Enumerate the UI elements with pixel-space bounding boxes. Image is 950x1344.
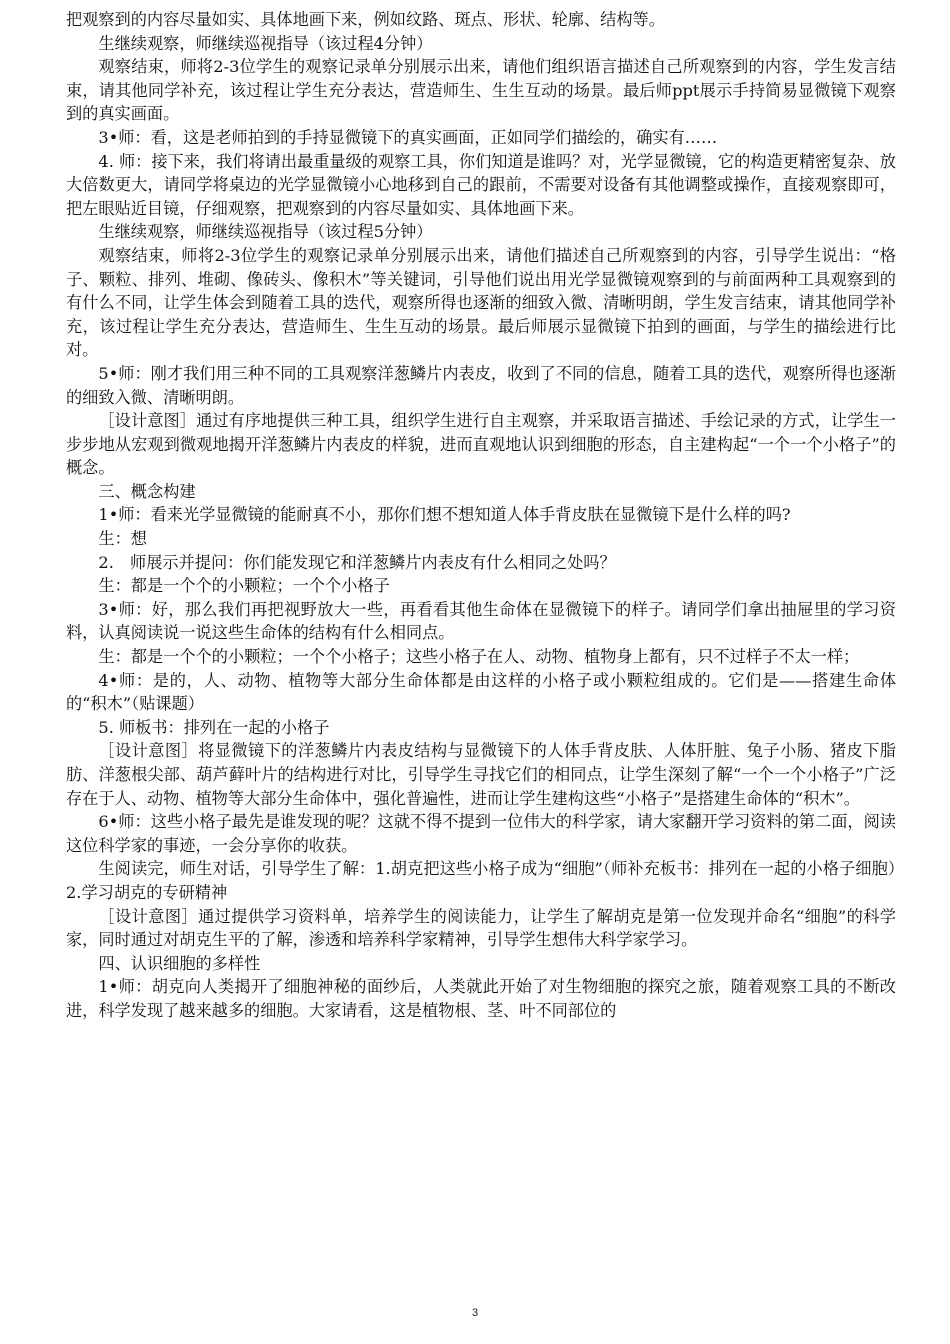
paragraph: ［设计意图］通过有序地提供三种工具，组织学生进行自主观察，并采取语言描述、手绘记录的方式，让学生一步步地从宏观到微观地揭开洋葱鳞片内表皮的样貌，进而直观地认识到细胞的形态，自主建构起“一个一个小格子”的概念。 bbox=[66, 411, 896, 478]
paragraph: 生：想 bbox=[98, 529, 147, 549]
paragraph: ［设计意图］将显微镜下的洋葱鳞片内表皮结构与显微镜下的人体手背皮肤、人体肝脏、兔子小肠、猪皮下脂肪、洋葱根尖部、葫芦藓叶片的结构进行对比，引导学生寻找它们的相同点，让学生深刻了解“一个一个小格子”广泛存在于人、动物、植物等大部分生命体中，强化普遍性，进而让学生建构这些“小格子”是搭建生命体的“积木”。 bbox=[66, 741, 896, 808]
paragraph: 生：都是一个个的小颗粒；一个个小格子；这些小格子在人、动物、植物身上都有，只不过样子不太一样； bbox=[98, 647, 860, 667]
paragraph: 生继续观察，师继续巡视指导（该过程5分钟） bbox=[98, 222, 433, 242]
paragraph: 1•师：看来光学显微镜的能耐真不小，那你们想不想知道人体手背皮肤在显微镜下是什么样的吗? bbox=[98, 505, 791, 525]
paragraph: 生阅读完，师生对话，引导学生了解：1.胡克把这些小格子成为“细胞”（师补充板书：排列在一起的小格子细胞）2.学习胡克的专研精神 bbox=[66, 859, 896, 902]
paragraph: 3•师：看，这是老师拍到的手持显微镜下的真实画面，正如同学们描绘的，确实有…… bbox=[98, 127, 718, 147]
paragraph: 6•师：这些小格子最先是谁发现的呢？这就不得不提到一位伟大的科学家，请大家翻开学习资料的第二面，阅读这位科学家的事迹，一会分享你的收获。 bbox=[66, 812, 896, 855]
page-number: 3 bbox=[471, 1307, 479, 1319]
paragraph: 2. 师展示并提问：你们能发现它和洋葱鳞片内表皮有什么相同之处吗？ bbox=[98, 552, 616, 572]
paragraph: 1•师：胡克向人类揭开了细胞神秘的面纱后，人类就此开始了对生物细胞的探究之旅，随着观察工具的不断改进，科学发现了越来越多的细胞。大家请看，这是植物根、茎、叶不同部位的 bbox=[66, 977, 896, 1020]
paragraph: 生继续观察，师继续巡视指导（该过程4分钟） bbox=[98, 33, 433, 53]
paragraph: 4. 师：接下来，我们将请出最重量级的观察工具，你们知道是谁吗？对，光学显微镜，它的构造更精密复杂、放大倍数更大，请同学将桌边的光学显微镜小心地移到自己的跟前，不需要对设备有其他调整或操作，直接观察即可，把左眼贴近目镜，仔细观察，把观察到的内容尽量如实、具体地画下来。 bbox=[66, 151, 896, 218]
page-body bbox=[66, 8, 896, 1023]
paragraph: 三、概念构建 bbox=[98, 481, 196, 501]
paragraph: 把观察到的内容尽量如实、具体地画下来，例如纹路、斑点、形状、轮廓、结构等。 bbox=[66, 10, 665, 29]
paragraph: 生：都是一个个的小颗粒；一个个小格子 bbox=[98, 576, 390, 596]
paragraph: 4•师：是的，人、动物、植物等大部分生命体都是由这样的小格子或小颗粒组成的。它们是——搭建生命体的“积木”（贴课题） bbox=[66, 670, 896, 714]
paragraph: 观察结束，师将2-3位学生的观察记录单分别展示出来，请他们描述自己所观察到的内容，引导学生说出：“格子、颗粒、排列、堆砌、像砖头、像积木”等关键词，引导他们说出用光学显微镜观察到的与前面两种工具观察到的有什么不同，让学生体会到随着工具的迭代，观察所得也逐渐的细致入微、清晰明朗，学生发言结束，请其他同学补充，该过程让学生充分表达，营造师生、生生互动的场景。最后师展示显微镜下拍到的画面，与学生的描绘进行比对。 bbox=[66, 245, 896, 360]
paragraph: 3•师：好，那么我们再把视野放大一些，再看看其他生命体在显微镜下的样子。请同学们拿出抽屉里的学习资料，认真阅读说一说这些生命体的结构有什么相同点。 bbox=[66, 599, 896, 643]
paragraph: 观察结束，师将2-3位学生的观察记录单分别展示出来，请他们组织语言描述自己所观察到的内容，学生发言结束，请其他同学补充，该过程让学生充分表达，营造师生、生生互动的场景。最后师ppt展示手持简易显微镜下观察到的真实画面。 bbox=[66, 57, 896, 124]
paragraph: 5. 师板书：排列在一起的小格子 bbox=[98, 717, 330, 737]
paragraph: 5•师：刚才我们用三种不同的工具观察洋葱鳞片内表皮，收到了不同的信息，随着工具的迭代，观察所得也逐渐的细致入微、清晰明朗。 bbox=[66, 363, 896, 407]
paragraph: 四、认识细胞的多样性 bbox=[98, 953, 261, 973]
paragraph: ［设计意图］通过提供学习资料单，培养学生的阅读能力，让学生了解胡克是第一位发现并命名“细胞”的科学家，同时通过对胡克生平的了解，渗透和培养科学家精神，引导学生想伟大科学家学习。 bbox=[66, 906, 896, 950]
